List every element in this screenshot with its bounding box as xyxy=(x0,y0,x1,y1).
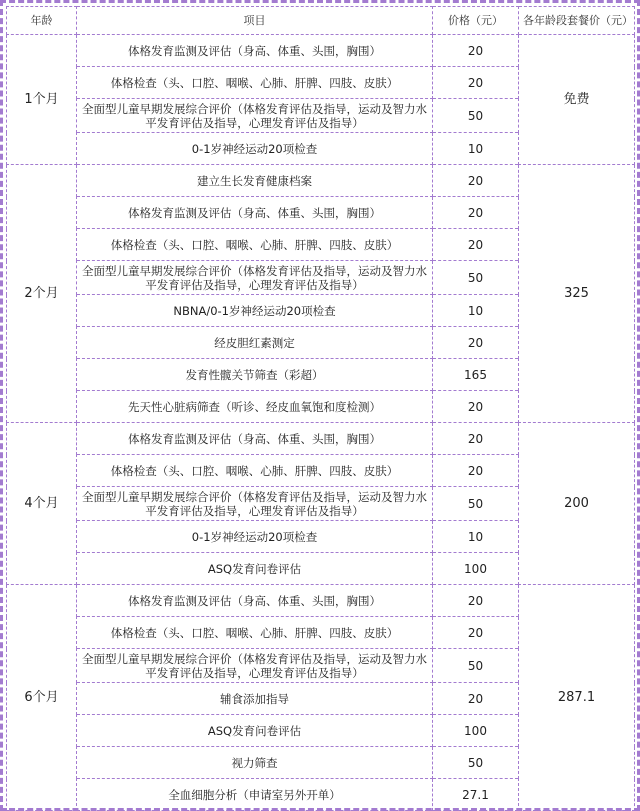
item-price-cell: 20 xyxy=(433,327,519,359)
age-group-cell: 6个月 xyxy=(7,585,77,811)
item-name-cell: 先天性心脏病筛查（听诊、经皮血氧饱和度检测） xyxy=(77,391,433,423)
item-price-cell: 20 xyxy=(433,165,519,197)
item-price-cell: 20 xyxy=(433,197,519,229)
item-price-cell: 20 xyxy=(433,67,519,99)
table-body xyxy=(7,35,635,811)
item-name-cell: 全血细胞分析（申请室另外开单） xyxy=(77,779,433,811)
item-name-cell: 体格发育监测及评估（身高、体重、头围，胸围） xyxy=(77,35,433,67)
item-name-cell: 体格检查（头、口腔、咽喉、心肺、肝脾、四肢、皮肤） xyxy=(77,229,433,261)
item-price-cell: 10 xyxy=(433,295,519,327)
item-price-cell: 50 xyxy=(433,261,519,295)
item-price-cell: 20 xyxy=(433,683,519,715)
item-price-cell: 20 xyxy=(433,229,519,261)
header-age: 年龄 xyxy=(7,7,77,35)
item-name-cell: 体格发育监测及评估（身高、体重、头围，胸围） xyxy=(77,197,433,229)
table-row xyxy=(7,585,635,617)
item-name-cell: 建立生长发育健康档案 xyxy=(77,165,433,197)
item-price-cell: 10 xyxy=(433,133,519,165)
package-price-cell: 免费 xyxy=(519,35,635,165)
item-name-cell: 体格发育监测及评估（身高、体重、头围，胸围） xyxy=(77,423,433,455)
item-price-cell: 20 xyxy=(433,423,519,455)
item-price-cell: 20 xyxy=(433,455,519,487)
item-price-cell: 50 xyxy=(433,649,519,683)
item-price-cell: 50 xyxy=(433,99,519,133)
item-name-cell: 辅食添加指导 xyxy=(77,683,433,715)
table-row xyxy=(7,35,635,67)
header-price: 价格（元） xyxy=(433,7,519,35)
item-name-cell: 全面型儿童早期发展综合评价（体格发育评估及指导，运动及智力水平发育评估及指导，心理发育评估及指导） xyxy=(77,487,433,521)
item-name-cell: 体格检查（头、口腔、咽喉、心肺、肝脾、四肢、皮肤） xyxy=(77,455,433,487)
item-price-cell: 100 xyxy=(433,715,519,747)
item-price-cell: 10 xyxy=(433,521,519,553)
table-header-row xyxy=(7,7,635,35)
item-name-cell: 0-1岁神经运动20项检查 xyxy=(77,133,433,165)
item-name-cell: ASQ发育问卷评估 xyxy=(77,553,433,585)
item-name-cell: 0-1岁神经运动20项检查 xyxy=(77,521,433,553)
item-price-cell: 50 xyxy=(433,487,519,521)
package-price-cell: 200 xyxy=(519,423,635,585)
item-name-cell: 发育性髋关节筛查（彩超） xyxy=(77,359,433,391)
item-price-cell: 20 xyxy=(433,617,519,649)
package-price-cell: 287.1 xyxy=(519,585,635,811)
header-package-price: 各年龄段套餐价（元） xyxy=(519,7,635,35)
table-row xyxy=(7,423,635,455)
item-price-cell: 20 xyxy=(433,585,519,617)
age-group-cell: 4个月 xyxy=(7,423,77,585)
header-item: 项目 xyxy=(77,7,433,35)
table-row xyxy=(7,165,635,197)
item-price-cell: 27.1 xyxy=(433,779,519,811)
item-price-cell: 20 xyxy=(433,35,519,67)
age-group-cell: 1个月 xyxy=(7,35,77,165)
item-name-cell: 视力筛查 xyxy=(77,747,433,779)
item-name-cell: 体格发育监测及评估（身高、体重、头围，胸围） xyxy=(77,585,433,617)
item-price-cell: 165 xyxy=(433,359,519,391)
item-price-cell: 20 xyxy=(433,391,519,423)
age-group-cell: 2个月 xyxy=(7,165,77,423)
item-name-cell: NBNA/0-1岁神经运动20项检查 xyxy=(77,295,433,327)
item-name-cell: 体格检查（头、口腔、咽喉、心肺、肝脾、四肢、皮肤） xyxy=(77,617,433,649)
item-name-cell: 经皮胆红素测定 xyxy=(77,327,433,359)
item-name-cell: 全面型儿童早期发展综合评价（体格发育评估及指导，运动及智力水平发育评估及指导，心理发育评估及指导） xyxy=(77,99,433,133)
checkup-price-table xyxy=(6,6,635,811)
item-name-cell: ASQ发育问卷评估 xyxy=(77,715,433,747)
package-price-cell: 325 xyxy=(519,165,635,423)
item-price-cell: 50 xyxy=(433,747,519,779)
item-name-cell: 全面型儿童早期发展综合评价（体格发育评估及指导，运动及智力水平发育评估及指导，心理发育评估及指导） xyxy=(77,261,433,295)
item-price-cell: 100 xyxy=(433,553,519,585)
item-name-cell: 体格检查（头、口腔、咽喉、心肺、肝脾、四肢、皮肤） xyxy=(77,67,433,99)
item-name-cell: 全面型儿童早期发展综合评价（体格发育评估及指导，运动及智力水平发育评估及指导，心理发育评估及指导） xyxy=(77,649,433,683)
